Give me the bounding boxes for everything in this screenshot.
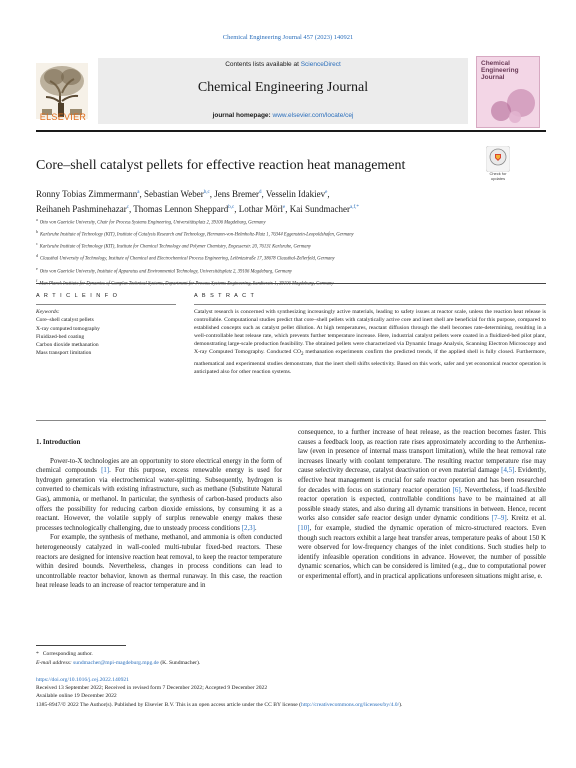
section-heading-introduction: 1. Introduction xyxy=(36,439,81,446)
crossmark-icon[interactable] xyxy=(486,146,510,172)
author-name[interactable]: Ronny Tobias Zimmermann xyxy=(36,189,138,199)
journal-name: Chemical Engineering Journal xyxy=(197,80,369,95)
author-separator: , xyxy=(327,189,330,199)
author-name[interactable]: Thomas Lennon Sheppard xyxy=(133,204,229,214)
author-affiliation-marker[interactable]: b,c xyxy=(228,205,235,210)
journal-homepage xyxy=(98,112,468,119)
abstract-text xyxy=(194,308,546,376)
affiliation-text: Karlsruhe Institute of Technology (KIT), Institute of Catalysis Research and Technology, Hermann-von-Helmholtz-Platz 1, 76344 Eggenstein-Leopoldshafen, Germany xyxy=(40,232,354,238)
body-text: . Kreitz et al. xyxy=(506,515,547,523)
author-name[interactable]: Jens Bremer xyxy=(214,189,260,199)
keyword-item: Mass transport limitation xyxy=(36,350,92,357)
abstract-rule xyxy=(194,304,546,305)
body-text: Power-to-X technologies are an opportunity to store electrical energy in the form of chemical compounds xyxy=(36,457,282,475)
abstract-heading: A B S T R A C T xyxy=(194,293,256,299)
body-text: . Nevertheless, if load-flexible reactor operation is expected, controllable conditions have to be maintained at all possible steady states, and also during all dynamic transitions in between. Hence, recent works also consider safe reactor design under dynamic conditions xyxy=(298,486,546,523)
body-paragraph: For example, the synthesis of methane, methanol, and ammonia is often conducted heterogeneously catalyzed in wall-cooled multi-tubular fixed-bed reactors. These reactors are designed for intensive reaction heat removal, to keep the reactor temperature within desired bounds. Nevertheless, changes in process conditions can lead to uncontrollable reactor behavior, known as thermal runaway. In this case, the reaction heat release leads to an increase of reactor temperature and in xyxy=(36,534,282,590)
cover-title-line: Journal xyxy=(481,74,505,81)
affiliation-text: Max Planck Institute for Dynamics of Complex Technical Systems, Department for Process Systems Engineering, Sandtorstr. 1, 39106 Magdeburg, Germany xyxy=(39,281,334,287)
masthead xyxy=(36,56,546,126)
citation-link[interactable]: [1] xyxy=(101,467,110,475)
affiliation-marker: b xyxy=(36,229,38,235)
cover-artwork-icon xyxy=(477,57,539,127)
author-separator: , xyxy=(234,204,239,214)
body-text: , for example, studied the dynamic operation of micro-structured reactors. Even though such reactors exhibit a large heat transfer areas, temperature peaks of about 150 K were observed for low-frequency changes of the inlet conditions. Such studies help to identify infeasible operation conditions in advance. However, the number of possible dynamic scenarios, which can be considered is limited (e.g., due to computational power or experimental effort), and in practical applications unforeseen situations might arise, e. xyxy=(298,524,546,580)
body-text: . Evidently, effective heat management is crucial for safe reactor operation and has been researched for decades with focus on stationary reactor operation xyxy=(298,467,546,494)
affiliation-list xyxy=(36,216,546,289)
publication-info xyxy=(36,676,556,709)
homepage-prefix: journal homepage: xyxy=(212,112,273,119)
keywords-block xyxy=(36,308,176,358)
body-rule xyxy=(36,420,546,421)
citation-link[interactable]: [10] xyxy=(298,524,310,532)
affiliation-item xyxy=(36,265,546,277)
email-link[interactable]: sundmacher@mpi-magdeburg.mpg.de xyxy=(73,659,159,666)
keyword-item: X-ray computed tomography xyxy=(36,325,100,332)
abstract-subscript: 2 xyxy=(301,352,304,358)
article-title: Core–shell catalyst pellets for effective reaction heat management xyxy=(36,158,406,173)
cover-title-line: Engineering xyxy=(481,67,519,74)
affiliation-marker: a xyxy=(36,217,38,222)
author-affiliation-marker[interactable]: c xyxy=(126,205,129,210)
body-column-right xyxy=(298,428,546,582)
keyword-item: Carbon dioxide methanation xyxy=(36,342,99,349)
email-label: E-mail address: xyxy=(36,659,72,666)
affiliation-text: Karlsruhe Institute of Technology (KIT), Institute for Chemical Technology and Polymer Chemistry, Engesserstr. 20, 76131 Karlsruhe, Germany xyxy=(39,244,311,250)
citation-link[interactable]: [6] xyxy=(452,486,461,494)
citation-link[interactable]: [7–9] xyxy=(491,515,507,523)
publisher-wordmark: ELSEVIER xyxy=(39,112,87,122)
affiliation-item xyxy=(36,252,546,264)
affiliation-text: Otto von Guericke University, Institute of Apparatus and Environmental Technology, Universitätsplatz 2, 39106 Magdeburg, Germany xyxy=(39,269,293,275)
affiliation-marker: e xyxy=(36,265,38,271)
author-affiliation-marker[interactable]: b,c xyxy=(203,190,210,195)
affiliation-marker: f xyxy=(36,277,38,283)
keywords-label: Keywords: xyxy=(36,309,60,315)
author-affiliation-marker[interactable]: d xyxy=(259,190,262,195)
keyword-item: Fluidized-bed coating xyxy=(36,333,85,340)
corresponding-author-label: Corresponding author. xyxy=(42,651,93,657)
email-suffix: (K. Sundmacher). xyxy=(158,659,201,666)
body-paragraph xyxy=(36,457,282,534)
affiliation-item xyxy=(36,216,546,228)
doi-link[interactable]: https://doi.org/10.1016/j.cej.2022.140921 xyxy=(36,677,129,683)
journal-reference[interactable]: Chemical Engineering Journal 457 (2023) 140921 xyxy=(222,34,354,41)
author-name[interactable]: Kai Sundmacher xyxy=(289,204,350,214)
cover-title-line: Chemical xyxy=(481,60,510,67)
abstract-text-part: methanation experiments confirm the predicted trends, if the applied shell is fully closed. Furthermore, mathematical and experimental studies demonstrate, that the inert shell shifts selectivity. Based on this work, safer and yet economical reactor operation is anticipated also for other reaction systems. xyxy=(194,349,546,375)
author-separator: , xyxy=(128,204,134,214)
body-text: consequence, to a further increase of heat release, as the reaction becomes faster. This causes a feedback loop, as reaction rate rises approximately according to the Arrhenius-law (even in presence of internal mass transport limitation), while the heat removal rate increases linearly with coolant temperature. The resulting reactor temperature rise may cause selectivity decrease, catalyst deactivation or even material damage xyxy=(298,429,546,475)
affiliation-text: Otto von Guericke University, Chair for Process Systems Engineering, Universitätsplatz 2, 39106 Magdeburg, Germany xyxy=(39,220,266,226)
author-affiliation-marker[interactable]: a,f,* xyxy=(349,205,359,210)
footnote xyxy=(36,650,296,667)
article-info-rule xyxy=(36,304,176,305)
body-paragraph xyxy=(298,428,546,582)
author-separator: , xyxy=(209,189,215,199)
footnote-rule xyxy=(36,645,126,646)
author-affiliation-marker[interactable]: a xyxy=(137,190,140,195)
license-line xyxy=(36,701,556,709)
affiliation-item xyxy=(36,228,546,240)
author-separator: , xyxy=(139,189,144,199)
license-text: 1385-8947/© 2022 The Author(s). Published by Elsevier B.V. This is an open access article under the CC BY license ( xyxy=(36,701,302,708)
homepage-link[interactable]: www.elsevier.com/locate/cej xyxy=(272,112,354,119)
author-affiliation-marker[interactable]: e xyxy=(325,190,328,195)
abstract-text-part: Catalyst research is concerned with synthesizing increasingly active materials, leading to safety issues at reactor scale, unless the reaction heat release is controllable. Computational studies predict that core–shell pellets with catalytically active core and inert shell are beneficial for this purpose, compared to established concepts such as catalyst pellet dilution. At high temperatures, reactant diffusion through the shell becomes rate-determining, resulting in a well-controllable heat release rate, which prevents further temperature increase. Here, industrial catalyst pellets were coated in a fluidized-bed pilot plant, demonstrating large-scale production feasibility. The obtained pellets were characterized via Dynamic Image Analysis, Scanning Electron Microscopy and X-ray Computed Tomography. Conducted CO xyxy=(194,309,546,356)
author-separator: , xyxy=(261,189,266,199)
citation-link[interactable]: [4,5] xyxy=(501,467,515,475)
author-separator: , xyxy=(285,204,290,214)
license-text: ). xyxy=(399,701,403,708)
crossmark-label-line: updates xyxy=(490,175,506,181)
license-link[interactable]: http://creativecommons.org/licenses/by/4.0/ xyxy=(301,701,400,708)
body-column-left xyxy=(36,438,282,591)
contents-prefix: Contents lists available at xyxy=(225,61,301,68)
author-name[interactable]: Vesselin Idakiev xyxy=(265,189,326,199)
masthead-banner xyxy=(98,58,468,124)
author-name[interactable]: Reihaneh Pashminehazar xyxy=(36,204,127,214)
email-line xyxy=(36,659,296,668)
sciencedirect-link[interactable]: ScienceDirect xyxy=(300,61,341,68)
affiliation-marker: c xyxy=(36,241,38,247)
keyword-item: Core–shell catalyst pellets xyxy=(36,317,94,324)
author-name[interactable]: Lothar Mörl xyxy=(238,204,284,214)
crossmark-label[interactable] xyxy=(480,172,516,181)
available-online: Available online 19 December 2022 xyxy=(36,693,117,700)
affiliation-marker: d xyxy=(36,253,38,259)
author-list xyxy=(36,186,506,216)
citation-link[interactable]: [2,3] xyxy=(241,524,255,532)
article-info-heading: A R T I C L E I N F O xyxy=(36,293,119,299)
body-text: . xyxy=(254,524,257,532)
body-text: . For this purpose, excess renewable energy is used for hydrogen generation via electrochemical water-splitting. Subsequently, hydrogen is converted to chemicals with existing infrastructure, such as methane (Substitute Natural Gas), ammonia, or methanol. In particular, the synthesis of carbon-based products also offers the possibility for reducing carbon dioxide emissions, by consuming it as a reactant. However, the volatile supply of surplus renewable energy makes these processes technologically challenging, due to unsteady process conditions xyxy=(36,467,282,532)
corresponding-author-note xyxy=(36,650,296,659)
received-dates: Received 13 September 2022; Received in revised form 7 December 2022; Accepted 9 December 2022 xyxy=(36,685,268,692)
author-affiliation-marker[interactable]: e xyxy=(283,205,286,210)
author-name[interactable]: Sebastian Weber xyxy=(143,189,204,199)
crossmark-label-line: Check for xyxy=(489,171,507,176)
footnote-star: * xyxy=(36,651,39,657)
header-rule xyxy=(36,130,546,132)
affiliation-item xyxy=(36,240,546,252)
journal-cover-thumbnail xyxy=(476,56,540,128)
contents-line xyxy=(98,61,468,68)
affiliation-text: Clausthal University of Technology, Institute of Chemical and Electrochemical Process Engineering, Leibnizstraße 17, 38678 Clausthal-Zellerfeld, Germany xyxy=(40,257,335,263)
